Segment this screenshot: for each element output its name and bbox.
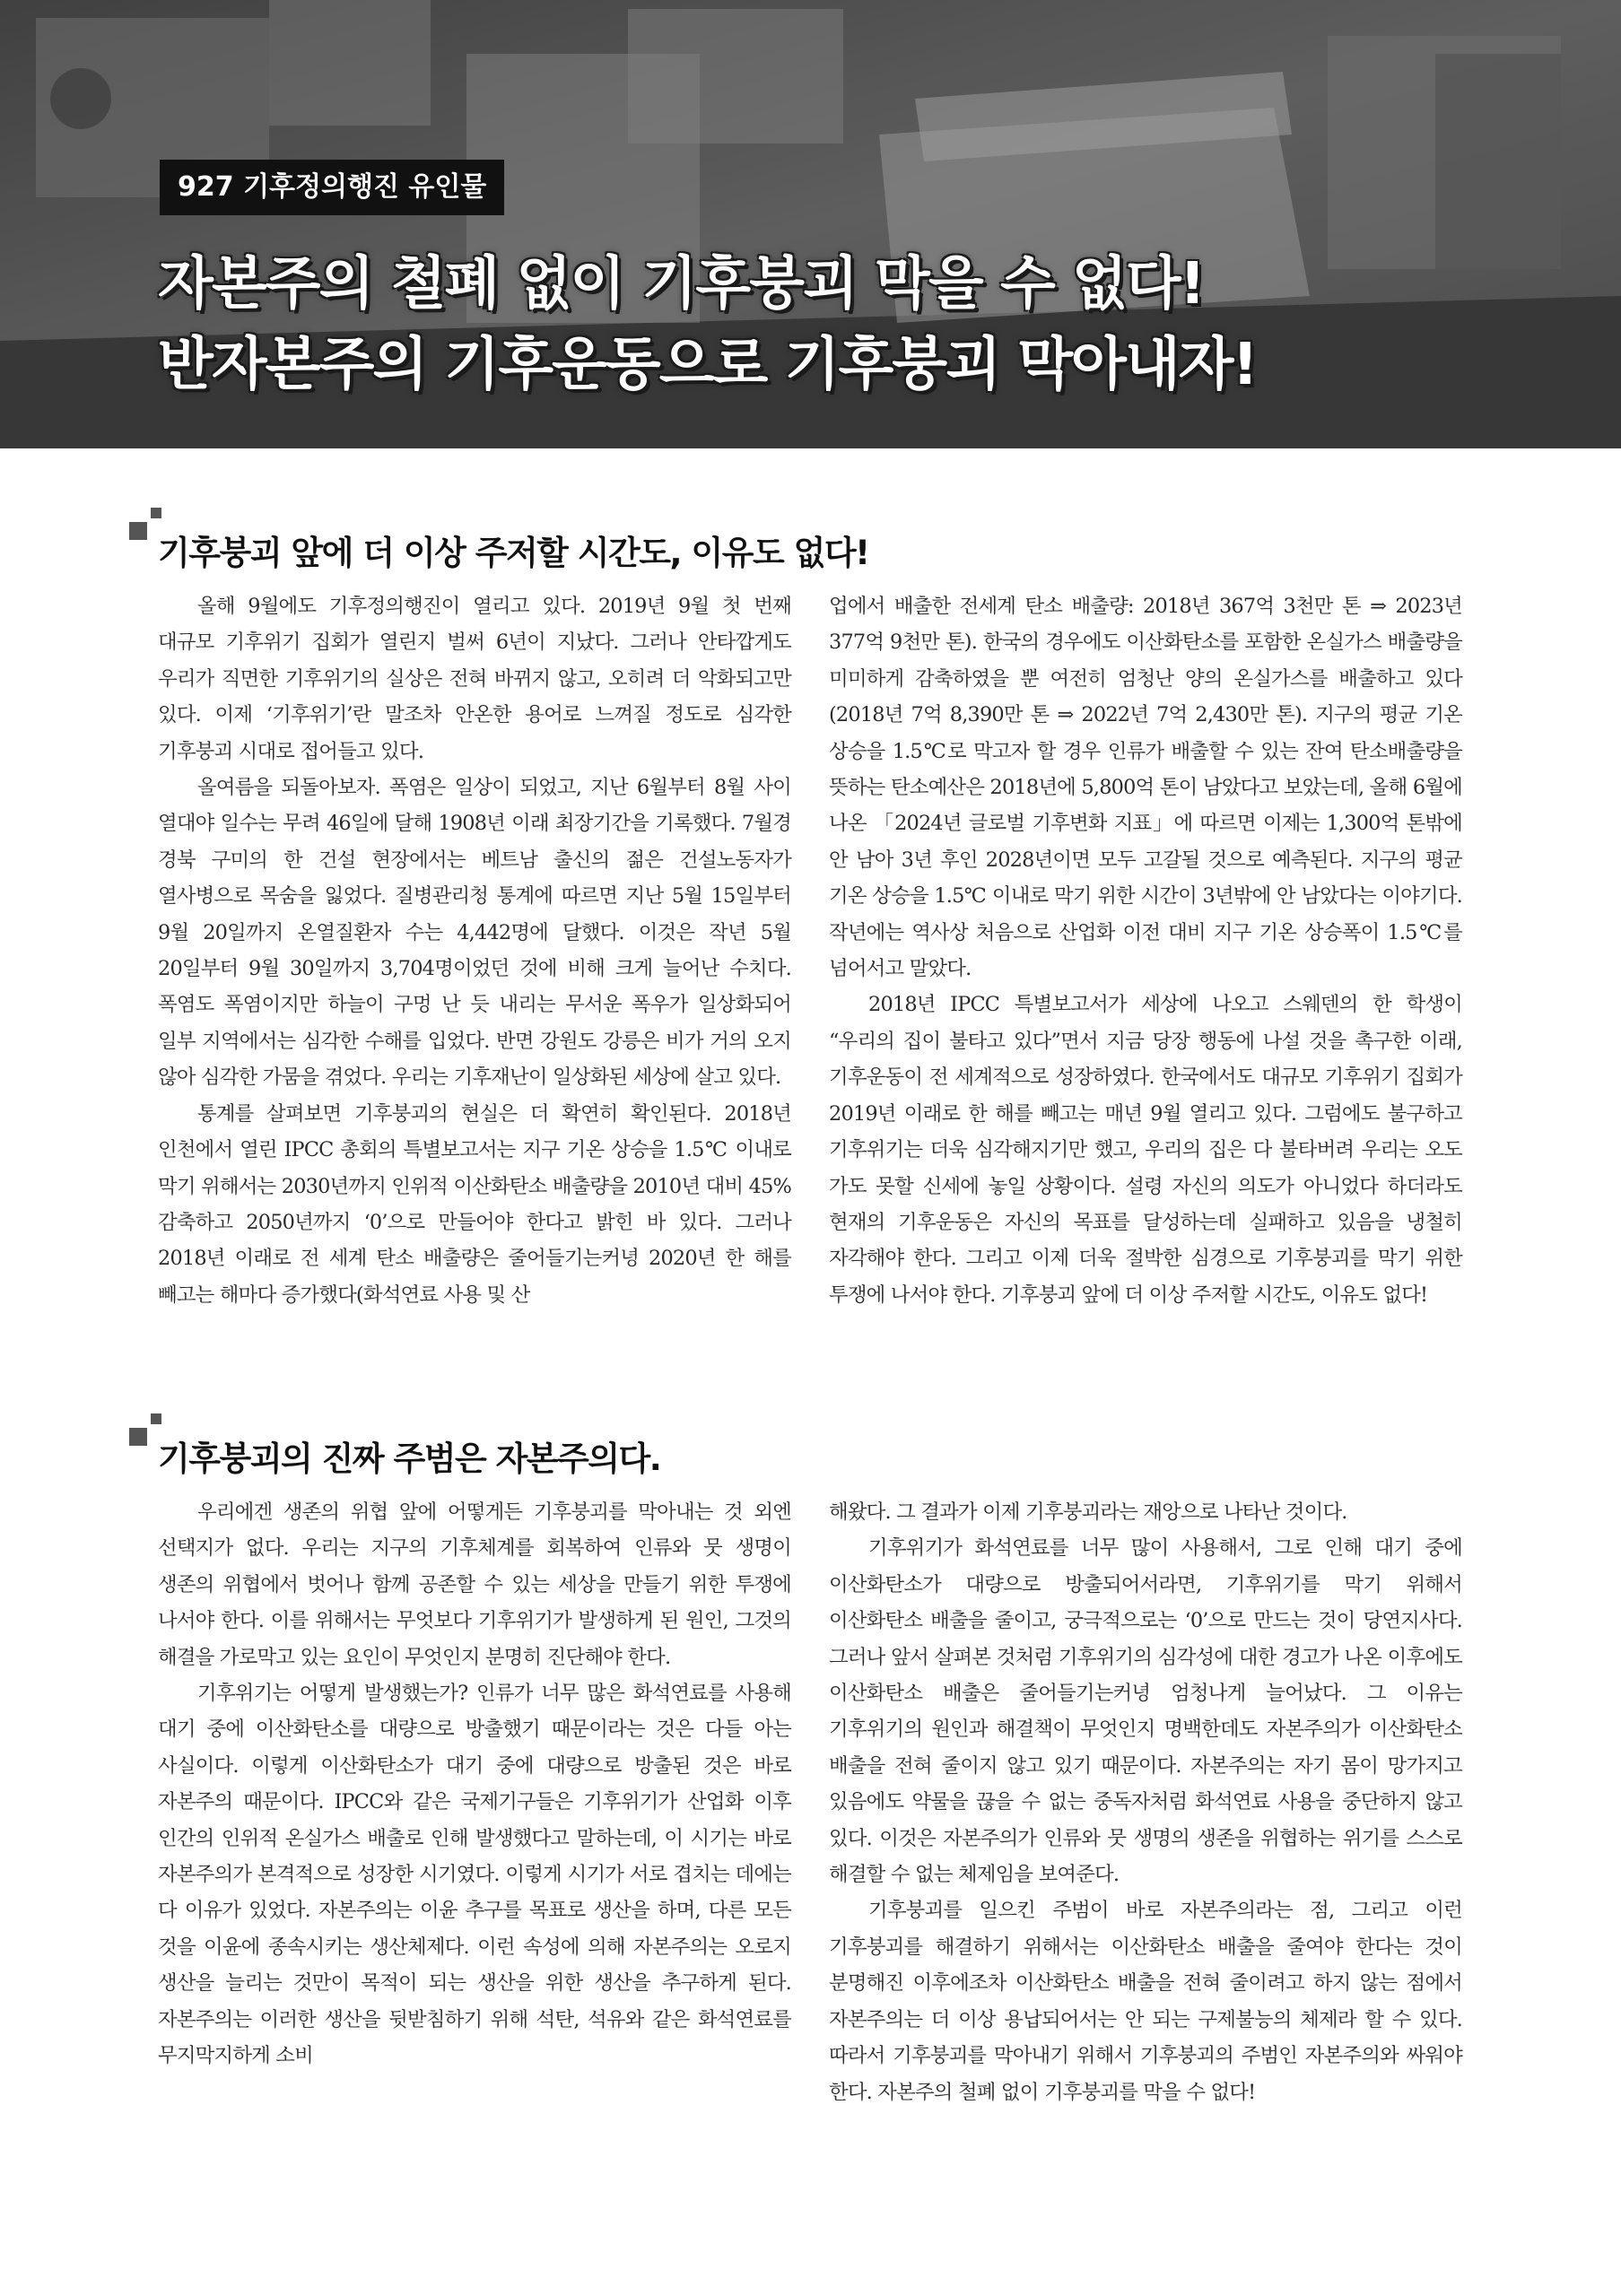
right-column	[829, 588, 1462, 1313]
paragraph: 기후붕괴를 일으킨 주범이 바로 자본주의라는 점, 그리고 이런 기후붕괴를 해결하기 위해서는 이산화탄소 배출을 줄여야 한다는 것이 분명해진 이후에조차 이산화탄소 배출을 전혀 줄이려고 하지 않는 점에서 자본주의는 더 이상 용납되어서는 안 되는 구제불능의 체제라 할 수 있다. 따라서 기후붕괴를 막아내기 위해서 기후붕괴의 주범인 자본주의와 싸워야 한다. 자본주의 철폐 없이 기후붕괴를 막을 수 없다!	[829, 1899, 1462, 2104]
bullet-square-small-icon	[151, 1413, 161, 1424]
paragraph: 기후위기가 화석연료를 너무 많이 사용해서, 그로 인해 대기 중에 이산화탄소가 대량으로 방출되어서라면, 기후위기를 막기 위해서 이산화탄소 배출을 줄이고, 궁극적으로는 ‘0’으로 만드는 것이 당연지사다. 그러나 앞서 살펴본 것처럼 기후위기의 심각성에 대한 경고가 나온 이후에도 이산화탄소 배출은 줄어들기는커녕 엄청나게 늘어났다. 그 이유는 기후위기의 원인과 해결책이 무엇인지 명백한데도 자본주의가 이산화탄소 배출을 전혀 줄이지 않고 있기 때문이다. 자본주의는 자기 몸이 망가지고 있음에도 약물을 끊을 수 없는 중독자처럼 화석연료 사용을 중단하지 않고 있다. 이것은 자본주의가 인류와 뭇 생명의 생존을 위협하는 위기를 스스로 해결할 수 없는 체제임을 보여준다.	[829, 1536, 1462, 1887]
section-heading	[129, 502, 1564, 574]
paragraph: 올해 9월에도 기후정의행진이 열리고 있다. 2019년 9월 첫 번째 대규모 기후위기 집회가 열린지 벌써 6년이 지났다. 그러나 안타깝게도 우리가 직면한 기후위기의 실상은 전혀 바뀌지 않고, 오히려 더 악화되고만 있다. 이제 ‘기후위기’란 말조차 안온한 용어로 느껴질 정도로 심각한 기후붕괴 시대로 접어들고 있다.	[158, 595, 791, 763]
right-column	[829, 1494, 1462, 2110]
page-title-line-1: 자본주의 철폐 없이 기후붕괴 막을 수 없다!	[158, 251, 1204, 317]
paragraph: 올여름을 되돌아보자. 폭염은 일상이 되었고, 지난 6월부터 8월 사이 열대야 일수는 무려 46일에 달해 1908년 이래 최장기간을 기록했다. 7월경 경북 구미의 한 건설 현장에서는 베트남 출신의 젊은 건설노동자가 열사병으로 목숨을 잃었다. 질병관리청 통계에 따르면 지난 5월 15일부터 9월 20일까지 온열질환자 수는 4,442명에 달했다. 이것은 작년 5월 20일부터 9월 30일까지 3,704명이었던 것에 비해 크게 늘어난 수치다. 폭염도 폭염이지만 하늘이 구멍 난 듯 내리는 무서운 폭우가 일상화되어 일부 지역에서는 심각한 수해를 입었다. 반면 강원도 강릉은 비가 거의 오지 않아 심각한 가뭄을 겪었다. 우리는 기후재난이 일상화된 세상에 살고 있다.	[158, 776, 791, 1090]
bullet-square-icon	[129, 1428, 147, 1446]
section-heading	[129, 1408, 1564, 1480]
paragraph: 통계를 살펴보면 기후붕괴의 현실은 더 확연히 확인된다. 2018년 인천에서 열린 IPCC 총회의 특별보고서는 지구 기온 상승을 1.5℃ 이내로 막기 위해서는 2030년까지 인위적 이산화탄소 배출량을 2010년 대비 45% 감축하고 2050년까지 ‘0’으로 만들어야 한다고 밝힌 바 있다. 그러나 2018년 이래로 전 세계 탄소 배출량은 줄어들기는커녕 2020년 한 해를 빼고는 해마다 증가했다(화석연료 사용 및 산	[158, 1101, 791, 1307]
paragraph: 우리에겐 생존의 위협 앞에 어떻게든 기후붕괴를 막아내는 것 외엔 선택지가 없다. 우리는 지구의 기후체계를 회복하여 인류와 뭇 생명이 생존의 위협에서 벗어나 함께 공존할 수 있는 세상을 만들기 위한 투쟁에 나서야 한다. 이를 위해서는 무엇보다 기후위기가 발생하게 된 원인, 그것의 해결을 가로막고 있는 요인이 무엇인지 분명히 진단해야 한다.	[158, 1500, 791, 1669]
leaflet-tag: 927 기후정의행진 유인물	[160, 160, 504, 215]
bullet-square-icon	[129, 522, 147, 540]
section-title: 기후붕괴의 진짜 주범은 자본주의다.	[158, 1439, 661, 1478]
page-title-line-2: 반자본주의 기후운동으로 기후붕괴 막아내자!	[158, 332, 1257, 398]
paragraph: 해왔다. 그 결과가 이제 기후붕괴라는 재앙으로 나타난 것이다.	[829, 1500, 1347, 1524]
header-banner	[0, 0, 1621, 448]
bullet-square-small-icon	[151, 508, 161, 518]
page-title	[158, 244, 1414, 405]
paragraph: 업에서 배출한 전세계 탄소 배출량: 2018년 367억 3천만 톤 ⇒ 2023년 377억 9천만 톤). 한국의 경우에도 이산화탄소를 포함한 온실가스 배출량을 미미하게 감축하였을 뿐 여전히 엄청난 양의 온실가스를 배출하고 있다(2018년 7억 8,390만 톤 ⇒ 2022년 7억 2,430만 톤). 지구의 평균 기온 상승을 1.5℃로 막고자 할 경우 인류가 배출할 수 있는 잔여 탄소배출량을 뜻하는 탄소예산은 2018년에 5,800억 톤이 남았다고 보았는데, 올해 6월에 나온 「2024년 글로벌 기후변화 지표」에 따르면 이제는 1,300억 톤밖에 안 남아 3년 후인 2028년이면 모두 고갈될 것으로 예측된다. 지구의 평균 기온 상승을 1.5℃ 이내로 막기 위한 시간이 3년밖에 안 남았다는 이야기다. 작년에는 역사상 처음으로 산업화 이전 대비 지구 기온 상승폭이 1.5℃를 넘어서고 말았다.	[829, 595, 1462, 981]
left-column	[158, 588, 791, 1313]
paragraph: 2018년 IPCC 특별보고서가 세상에 나오고 스웨덴의 한 학생이 “우리의 집이 불타고 있다”면서 지금 당장 행동에 나설 것을 촉구한 이래, 기후운동이 전 세계적으로 성장하였다. 한국에서도 대규모 기후위기 집회가 2019년 이래로 한 해를 빼고는 매년 9월 열리고 있다. 그럼에도 불구하고 기후위기는 더욱 심각해지기만 했고, 우리의 집은 다 불타버려 우리는 오도 가도 못할 신세에 놓일 상황이다. 설령 자신의 의도가 아니었다 하더라도 현재의 기후운동은 자신의 목표를 달성하는데 실패하고 있음을 냉철히 자각해야 한다. 그리고 이제 더욱 절박한 심경으로 기후붕괴를 막기 위한 투쟁에 나서야 한다. 기후붕괴 앞에 더 이상 주저할 시간도, 이유도 없다!	[829, 993, 1462, 1307]
left-column	[158, 1494, 791, 2074]
paragraph: 기후위기는 어떻게 발생했는가? 인류가 너무 많은 화석연료를 사용해 대기 중에 이산화탄소를 대량으로 방출했기 때문이라는 것은 다들 아는 사실이다. 이렇게 이산화탄소가 대기 중에 대량으로 방출된 것은 바로 자본주의 때문이다. IPCC와 같은 국제기구들은 기후위기가 산업화 이후 인간의 인위적 온실가스 배출로 인해 발생했다고 말하는데, 이 시기는 바로 자본주의가 본격적으로 성장한 시기였다. 이렇게 시기가 서로 겹치는 데에는 다 이유가 있었다. 자본주의는 이윤 추구를 목표로 생산을 하며, 다른 모든 것을 이윤에 종속시키는 생산체제다. 이런 속성에 의해 자본주의는 오로지 생산을 늘리는 것만이 목적이 되는 생산을 위한 생산을 추구하게 된다. 자본주의는 이러한 생산을 뒷받침하기 위해 석탄, 석유와 같은 화석연료를 무지막지하게 소비	[158, 1682, 791, 2068]
section-title: 기후붕괴 앞에 더 이상 주저할 시간도, 이유도 없다!	[158, 534, 869, 572]
